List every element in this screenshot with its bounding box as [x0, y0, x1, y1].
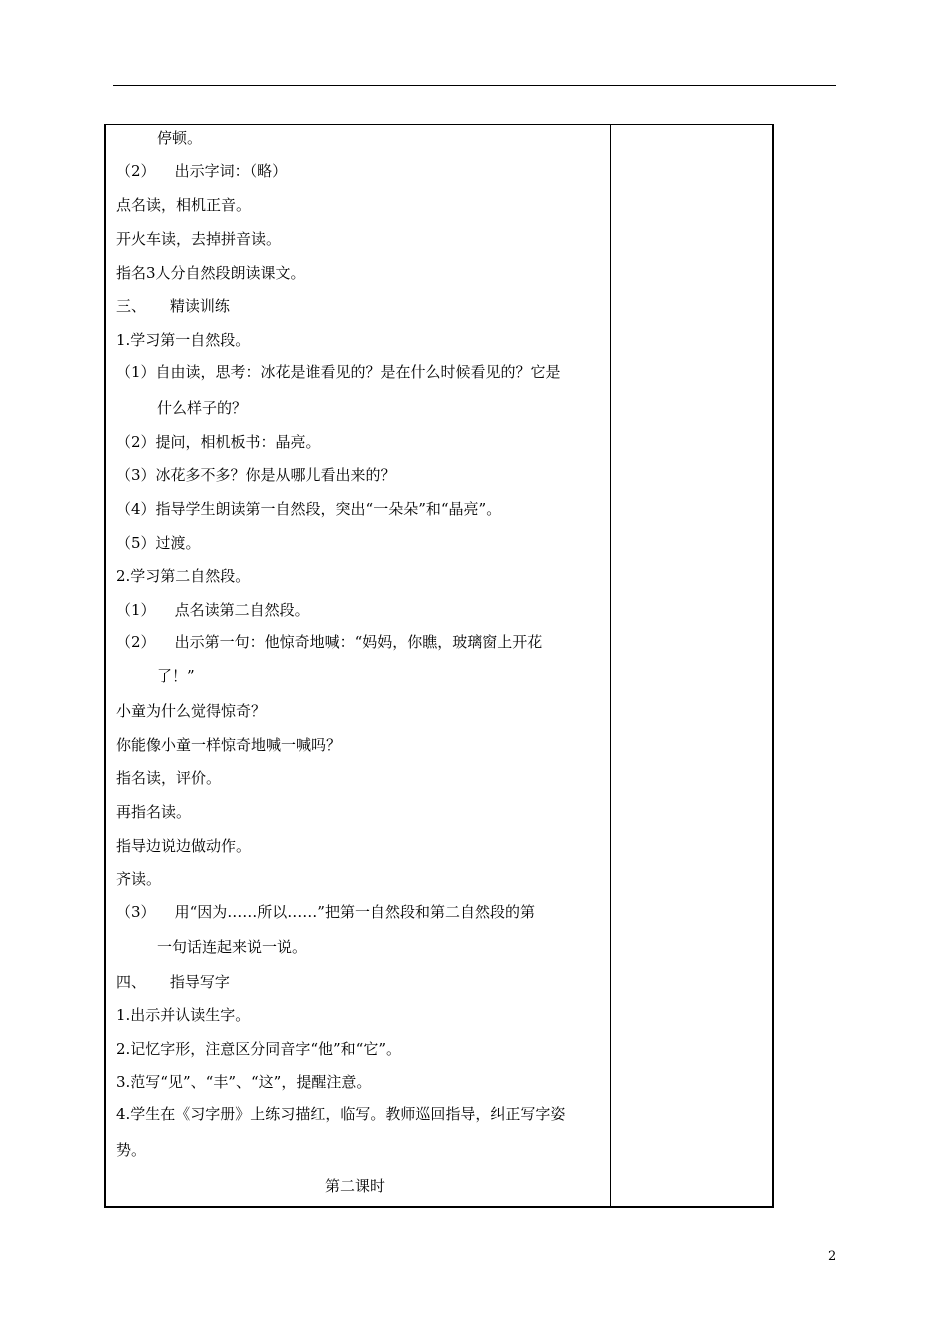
text-line: 小童为什么觉得惊奇？: [116, 702, 267, 720]
text-line: 2.学习第二自然段。: [116, 567, 251, 585]
text-line: 指导边说边做动作。: [116, 837, 252, 855]
text-line: （1）自由读，思考：冰花是谁看见的？是在什么时候看见的？它是: [116, 363, 561, 381]
text-line: （2） 出示第一句：他惊奇地喊：“妈妈，你瞧，玻璃窗上开花: [116, 633, 543, 651]
text-line: 齐读。: [116, 870, 162, 888]
text-line: 点名读，相机正音。: [116, 196, 252, 214]
text-line: （3） 用“因为……所以……”把第一自然段和第二自然段的第: [116, 903, 535, 921]
lesson-heading: 第二课时: [325, 1177, 386, 1195]
text-line: 停顿。: [157, 129, 203, 147]
text-line: 一句话连起来说一说。: [157, 938, 308, 956]
text-line: 再指名读。: [116, 803, 192, 821]
text-line: 了！”: [157, 667, 195, 685]
section-heading: 四、 指导写字: [116, 973, 230, 991]
text-line: （5）过渡。: [116, 534, 201, 552]
text-line: （4）指导学生朗读第一自然段，突出“一朵朵”和“晶亮”。: [116, 500, 502, 518]
text-line: 势。: [116, 1141, 147, 1159]
text-line: （2）提问，相机板书：晶亮。: [116, 433, 321, 451]
page-number: 2: [828, 1249, 837, 1264]
table-column-divider: [610, 124, 611, 1208]
text-line: 2.记忆字形，注意区分同音字“他”和“它”。: [116, 1040, 401, 1058]
text-line: （1） 点名读第二自然段。: [116, 601, 310, 619]
text-line: 1.出示并认读生字。: [116, 1006, 251, 1024]
text-line: 指名3人分自然段朗读课文。: [116, 264, 306, 282]
text-line: （2） 出示字词：（略）: [116, 162, 288, 180]
text-line: 指名读，评价。: [116, 769, 222, 787]
text-line: （3）冰花多不多？你是从哪儿看出来的？: [116, 466, 396, 484]
text-line: 开火车读，去掉拼音读。: [116, 230, 282, 248]
section-heading: 三、 精读训练: [116, 297, 230, 315]
text-line: 3.范写“见”、“丰”、“这”，提醒注意。: [116, 1073, 372, 1091]
text-line: 你能像小童一样惊奇地喊一喊吗？: [116, 736, 342, 754]
header-rule: [113, 85, 836, 86]
text-line: 什么样子的？: [157, 399, 248, 417]
text-line: 1.学习第一自然段。: [116, 331, 251, 349]
text-line: 4.学生在《习字册》上练习描红，临写。教师巡回指导，纠正写字姿: [116, 1105, 566, 1123]
